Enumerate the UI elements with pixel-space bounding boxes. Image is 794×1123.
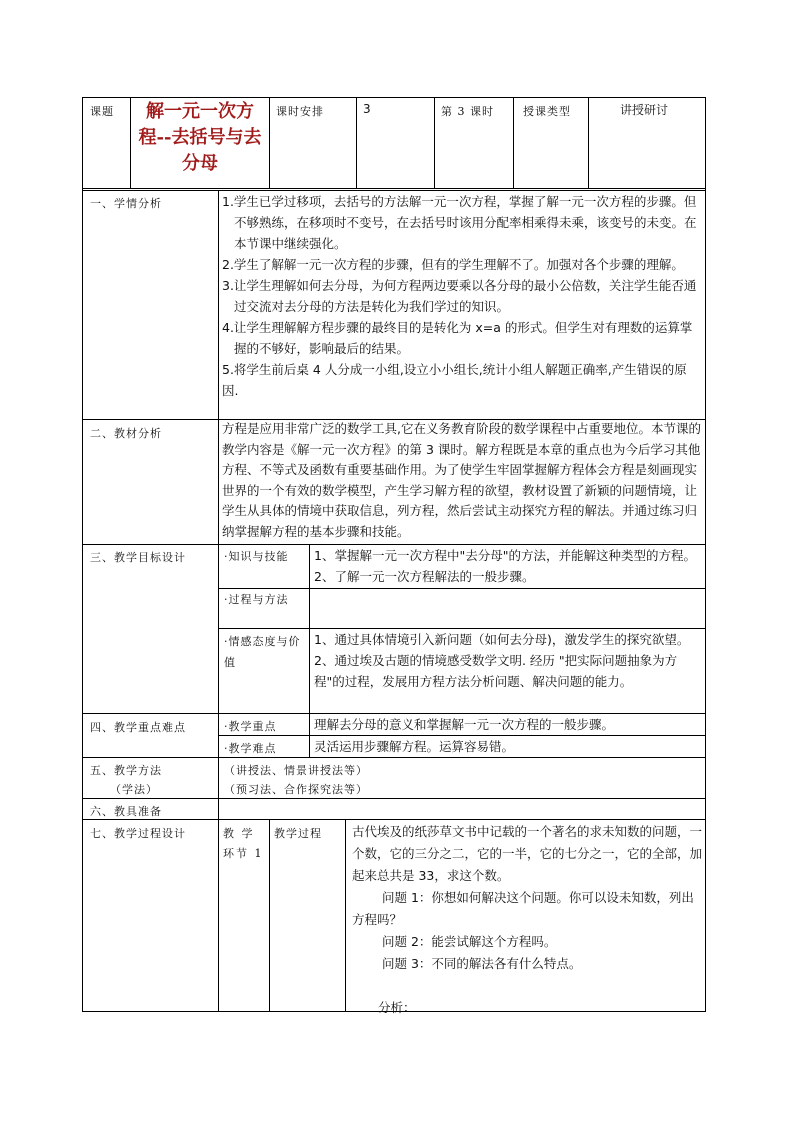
- section5-label: [90, 761, 216, 799]
- lesson-title: 解一元一次方程--去括号与去分母: [138, 101, 262, 174]
- question-2: 问题 2：能尝试解这个方程吗。: [382, 934, 557, 949]
- col-divider: [356, 97, 357, 189]
- section5-values: [224, 761, 694, 799]
- teaching-method-value: （讲授法、情景讲授法等）: [224, 764, 368, 777]
- section3-label: 三、教学目标设计: [90, 551, 186, 564]
- lesson-number: 第 3 课时: [441, 105, 494, 118]
- objective-attitude-text: 1、通过具体情境引入新问题（如何去分母)，激发学生的探究欲望。2、通过埃及古题的情境感受数学文明. 经历 "把实际问题抽象为方程"的过程，发展用方程方法分析问题、解决问题的能力。: [314, 632, 690, 689]
- topic-label: 课题: [90, 105, 114, 118]
- section5-label-line2: （学法）: [110, 783, 158, 796]
- table-border-left: [82, 97, 83, 1012]
- col-divider: [345, 819, 346, 1012]
- row-divider: [218, 588, 706, 589]
- learning-method-value: （预习法、合作探究法等）: [224, 783, 368, 796]
- section7-label: 七、教学过程设计: [90, 827, 186, 840]
- schedule-value: 3: [363, 102, 371, 116]
- analysis-label: 分析：: [378, 1000, 416, 1015]
- key-point-label: ·教学重点: [224, 720, 277, 733]
- list-item: 2.学生了解解一元一次方程的步骤，但有的学生理解不了。加强对各个步骤的理解。: [222, 257, 684, 272]
- row-divider: [82, 188, 706, 189]
- question-1: 问题 1：你想如何解决这个问题。你可以设未知数，列出方程吗？: [352, 890, 694, 927]
- col-divider: [269, 819, 270, 1012]
- section4-label: 四、教学重点难点: [90, 721, 186, 734]
- question-3: 问题 3：不同的解法各有什么特点。: [382, 956, 582, 971]
- section2-label: 二、教材分析: [90, 427, 162, 440]
- teaching-process-label: 教学过程: [274, 827, 322, 840]
- section6-label: 六、教具准备: [90, 805, 162, 818]
- col-divider: [309, 544, 310, 758]
- objective-knowledge-label: ·知识与技能: [224, 550, 289, 563]
- key-point-text: 理解去分母的意义和掌握解一元一次方程的一般步骤。: [314, 717, 615, 732]
- objective-process-label: ·过程与方法: [224, 593, 289, 606]
- col-divider: [218, 190, 219, 1012]
- list-item: 3.让学生理解如何去分母，为何方程两边要乘以各分母的最小公倍数，关注学生能否通过交流对去分母的方法是转化为我们学过的知识。: [222, 278, 697, 314]
- list-item: 4.让学生理解解方程步骤的最终目的是转化为 x=a 的形式。但学生对有理数的运算掌握的不够好，影响最后的结果。: [222, 320, 693, 356]
- ancient-problem-paragraph: 古代埃及的纸莎草文书中记载的一个著名的求未知数的问题，一个数，它的三分之二，它的一半，它的七分之一，它的全部，加起来总共是 33，求这个数。: [352, 824, 703, 883]
- table-border-right: [705, 97, 706, 1012]
- schedule-label: 课时安排: [276, 105, 324, 118]
- teaching-link-label: 教 学 环节 1: [223, 827, 264, 860]
- table-border-top: [82, 97, 706, 98]
- objective-attitude-label: ·情感态度与价值: [224, 635, 301, 669]
- list-item: 5.将学生前后桌 4 人分成一小组,设立小小组长,统计小组人解题正确率,产生错误的原因.: [222, 362, 687, 398]
- section2-content: 方程是应用非常广泛的数学工具,它在义务教育阶段的数学课程中占重要地位。本节课的教学内容是《解一元一次方程》的第 3 课时。解方程既是本章的重点也为今后学习其他方程、不等式及函数有重要基础作用。为了使学生牢固掌握解方程体会方程是刻画现实世界的一个有效的数学模型，产生学习解方程的欲望，教材设置了新颖的问题情境，让学生从具体的情境中获取信息，列方程，然后尝试主动探究方程的解法。并通过练习归纳掌握解方程的基本步骤和技能。: [222, 421, 701, 539]
- difficulty-text: 灵活运用步骤解方程。运算容易错。: [314, 739, 515, 754]
- col-divider: [269, 97, 270, 189]
- type-value: 讲授研讨: [620, 103, 669, 117]
- col-divider: [434, 97, 435, 189]
- type-label: 授课类型: [523, 105, 571, 118]
- section5-label-line1: 五、教学方法: [90, 764, 162, 777]
- col-divider: [588, 97, 589, 189]
- section1-content: [222, 191, 702, 401]
- difficulty-label: ·教学难点: [224, 742, 277, 755]
- list-item: 1.学生已学过移项，去括号的方法解一元一次方程，掌握了解一元一次方程的步骤。但不够熟练，在移项时不变号，在去括号时该用分配率相乘得未乘，该变号的未变。在本节课中继续强化。: [222, 194, 697, 251]
- objective-knowledge-text: 1、掌握解一元一次方程中"去分母"的方法，并能解这种类型的方程。2、了解一元一次方程解法的一般步骤。: [314, 548, 696, 584]
- section1-label: 一、学情分析: [90, 197, 162, 210]
- row-divider: [82, 819, 706, 820]
- col-divider: [513, 97, 514, 189]
- col-divider: [130, 97, 131, 189]
- row-divider: [82, 757, 706, 758]
- teaching-process-content: [352, 821, 702, 1019]
